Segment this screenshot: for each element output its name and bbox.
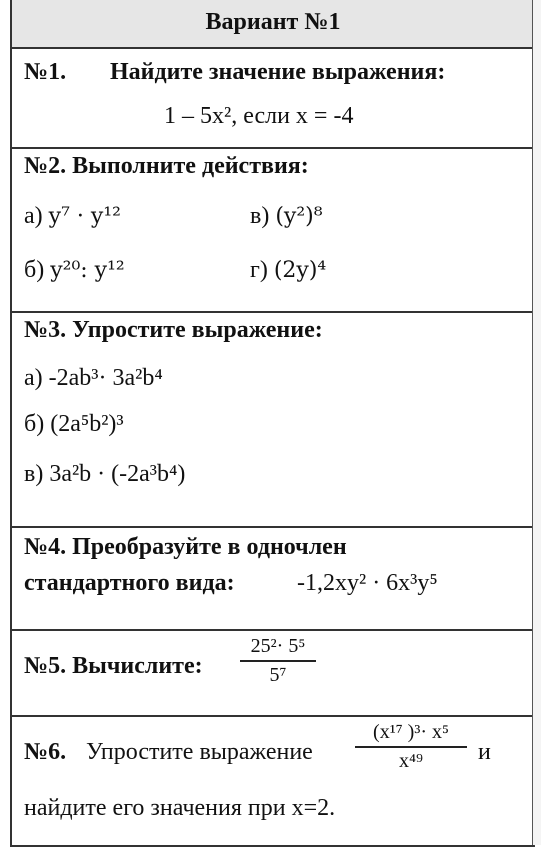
- task-1-expression: 1 – 5x², если x = -4: [164, 103, 354, 129]
- task-2-item-b: [24, 257, 125, 284]
- task-2-item-a-expr: y⁷ · y¹²: [48, 204, 121, 229]
- task-6-suffix: и: [478, 739, 491, 765]
- task-2-item-v-expr: (y²)⁸: [275, 204, 323, 229]
- task-5-numerator: 25²· 5⁵: [250, 635, 306, 657]
- variant-header: [12, 0, 534, 49]
- task-3-item-v: в) 3a²b · (-2a³b⁴): [24, 461, 186, 487]
- task-2-item-v-label: в): [250, 203, 276, 229]
- task-6-section: [12, 715, 534, 845]
- task-2-item-a-label: а): [24, 203, 49, 229]
- task-5-fraction: [240, 635, 316, 687]
- task-6-line-2: найдите его значения при х=2.: [24, 795, 336, 821]
- task-4-section: [12, 526, 534, 631]
- task-2-item-g: [250, 257, 326, 284]
- task-5-section: [12, 629, 534, 717]
- task-2-item-v: [250, 203, 323, 230]
- task-1-section: [12, 47, 534, 149]
- task-6-number: №6.: [24, 739, 67, 765]
- task-3-item-a: а) -2ab³· 3a²b⁴: [24, 365, 163, 391]
- adjacent-column-edge: [532, 0, 541, 845]
- task-5-fraction-bar: [240, 660, 316, 662]
- task-6-fraction: [355, 721, 467, 773]
- task-2-item-b-label: б): [24, 257, 51, 283]
- task-6-text: Упростите выражение: [86, 739, 313, 765]
- task-4-line-2-label: стандартного вида:: [24, 570, 235, 596]
- task-3-item-b: б) (2a⁵b²)³: [24, 411, 124, 437]
- task-4-expression: -1,2xy² · 6x³y⁵: [297, 570, 438, 596]
- task-3-section: [12, 311, 534, 528]
- task-2-item-b-expr: y²⁰: y¹²: [50, 258, 125, 283]
- task-2-item-g-label: г): [250, 257, 274, 283]
- task-table: [10, 0, 535, 847]
- task-6-numerator: (x¹⁷ )³· x⁵: [373, 721, 449, 743]
- task-6-fraction-bar: [355, 746, 467, 748]
- task-3-title: №3. Упростите выражение:: [24, 317, 323, 343]
- variant-title: Вариант №1: [205, 9, 341, 35]
- task-2-section: [12, 147, 534, 313]
- task-4-line-1: №4. Преобразуйте в одночлен: [24, 534, 347, 560]
- task-5-denominator: 5⁷: [269, 664, 287, 686]
- task-2-item-a: [24, 203, 121, 230]
- task-5-title: №5. Вычислите:: [24, 653, 203, 679]
- task-2-title: №2. Выполните действия:: [24, 153, 309, 179]
- task-1-number: №1.: [24, 59, 67, 85]
- task-2-item-g-expr: (2y)⁴: [273, 258, 327, 283]
- task-1-title: Найдите значение выражения:: [110, 59, 446, 85]
- task-6-denominator: x⁴⁹: [399, 750, 423, 772]
